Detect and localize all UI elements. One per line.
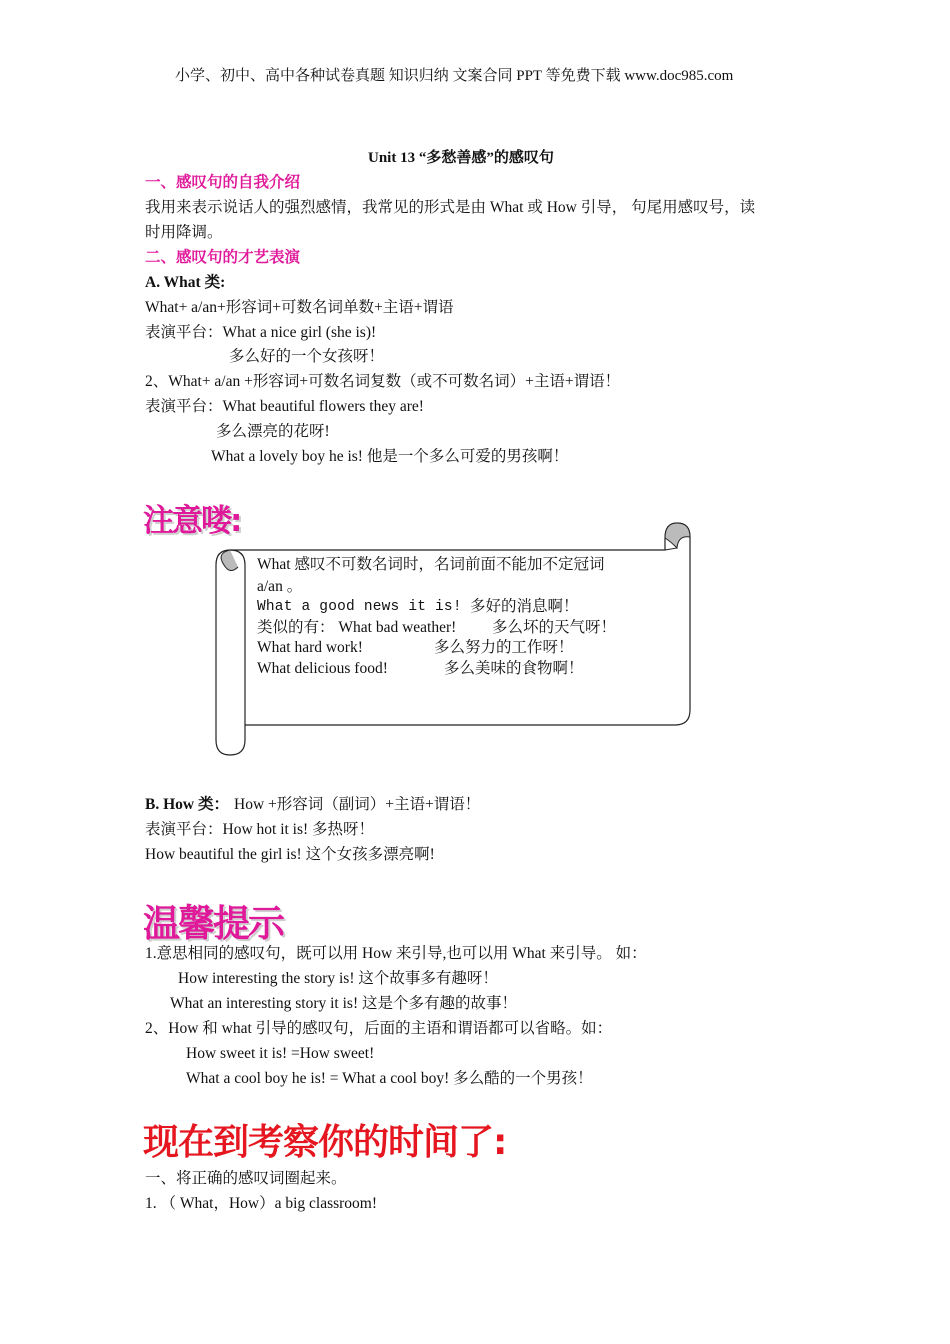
notice-line-3-cn: 多好的消息啊！: [470, 598, 579, 615]
how-rule: How +形容词（副词）+主语+谓语！: [234, 796, 481, 813]
how-demo-2: How beautiful the girl is! 这个女孩多漂亮啊!: [145, 846, 435, 863]
section1-text-line2: 时用降调。: [145, 224, 223, 241]
what-demo-2-en: 表演平台：What beautiful flowers they are!: [145, 398, 424, 415]
notice-line-5-cn: 多么努力的工作呀！: [434, 639, 574, 656]
notice-line-2: a/an 。: [257, 578, 303, 595]
tip-line-6: What a cool boy he is! = What a cool boy! 多么酷的一个男孩！: [186, 1070, 593, 1087]
notice-line-4-en: 类似的有： What bad weather!: [257, 619, 457, 636]
how-demo-1: 表演平台：How hot it is! 多热呀！: [145, 821, 375, 838]
tip-line-5: How sweet it is! =How sweet!: [186, 1045, 375, 1062]
exercise-instruction: 一、将正确的感叹词圈起来。: [145, 1170, 347, 1187]
tip-line-3: What an interesting story it is! 这是个多有趣的故事！: [170, 995, 517, 1012]
notice-line-6-en: What delicious food!: [257, 660, 388, 677]
how-type-title: B. How 类：: [145, 796, 229, 813]
notice-line-5-en: What hard work!: [257, 639, 363, 656]
notice-line-4-cn: 多么坏的天气呀！: [492, 619, 617, 636]
exercise-banner: 现在到考察你的时间了:: [143, 1122, 507, 1163]
tip-line-1: 1.意思相同的感叹句，既可以用 How 来引导,也可以用 What 来引导。 如：: [145, 945, 647, 962]
notice-line-1: What 感叹不可数名词时，名词前面不能加不定冠词: [257, 556, 605, 573]
tip-label: 温馨提示: [143, 902, 283, 945]
page-title: Unit 13 “多愁善感”的感叹句: [368, 150, 554, 166]
tip-line-2: How interesting the story is! 这个故事多有趣呀！: [178, 970, 498, 987]
what-rule-1: What+ a/an+形容词+可数名词单数+主语+谓语: [145, 299, 454, 316]
notice-label: 注意喽:: [143, 503, 241, 539]
tip-line-4: 2、How 和 what 引导的感叹句，后面的主语和谓语都可以省略。如：: [145, 1020, 613, 1037]
what-rule-2: 2、What+ a/an +形容词+可数名词复数（或不可数名词）+主语+谓语！: [145, 373, 621, 390]
notice-line-6-cn: 多么美味的食物啊！: [444, 660, 584, 677]
what-type-title: A. What 类:: [145, 274, 226, 291]
section2-heading: 二、感叹句的才艺表演: [145, 249, 301, 266]
section1-text-line1: 我用来表示说话人的强烈感情，我常见的形式是由 What 或 How 引导， 句尾用感叹号，读: [145, 199, 756, 216]
section1-heading: 一、感叹句的自我介绍: [145, 174, 301, 191]
what-demo-3: What a lovely boy he is! 他是一个多么可爱的男孩啊！: [211, 448, 569, 465]
exercise-question-1: 1. （ What，How）a big classroom!: [145, 1195, 378, 1212]
what-demo-2-cn: 多么漂亮的花呀!: [216, 423, 330, 440]
notice-line-3-en: What a good news it is!: [257, 599, 462, 615]
what-demo-1-en: 表演平台：What a nice girl (she is)!: [145, 324, 377, 341]
what-demo-1-cn: 多么好的一个女孩呀！: [229, 348, 385, 365]
page-header: 小学、初中、高中各种试卷真题 知识归纳 文案合同 PPT 等免费下载 www.doc985.com: [175, 68, 734, 84]
